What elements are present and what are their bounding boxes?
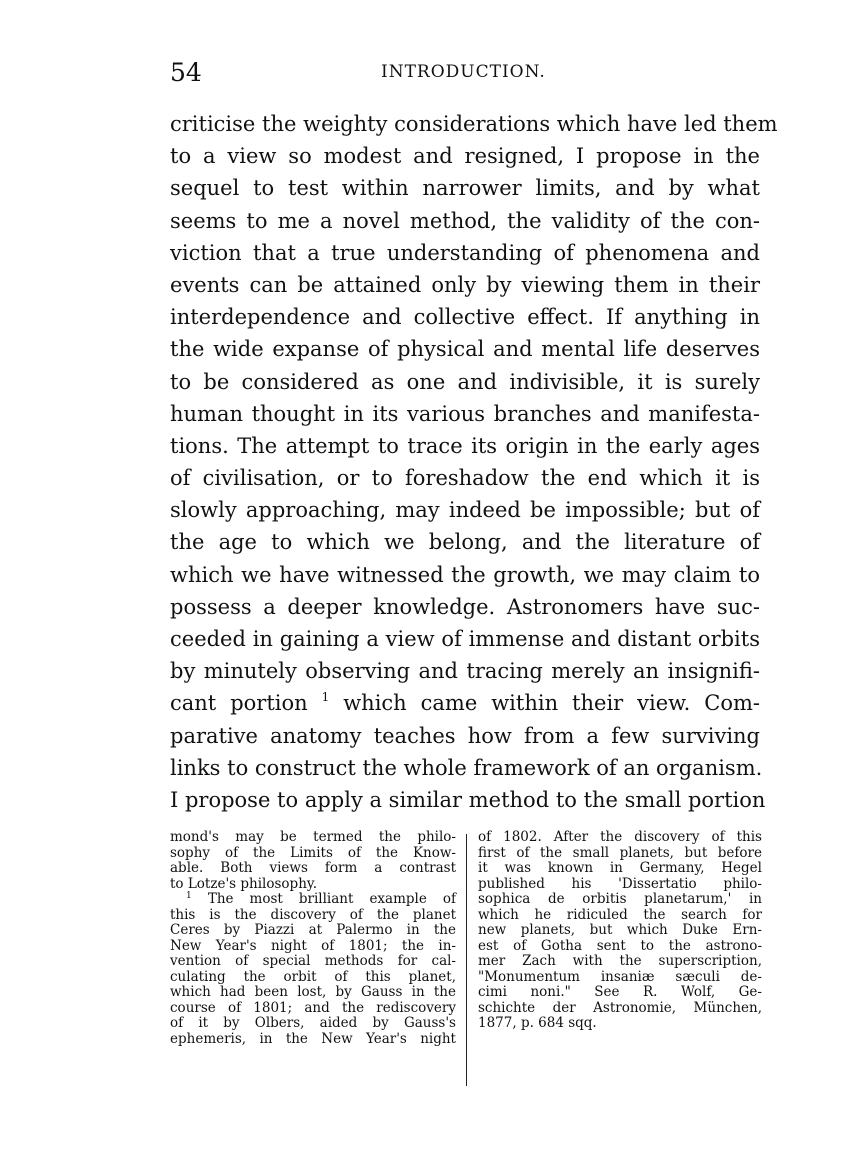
body-line: possess a deeper knowledge. Astronomers have suc- bbox=[170, 594, 760, 619]
footnote-line: Ceres by Piazzi at Palermo in the bbox=[170, 922, 456, 938]
footnote-line: published his 'Dissertatio philo- bbox=[478, 875, 762, 892]
footnote-marker: 1 bbox=[186, 891, 192, 901]
footnote-line: ephemeris, in the New Year's night bbox=[170, 1030, 456, 1047]
footnote-line: sophica de orbitis planetarum,' in bbox=[478, 891, 762, 907]
footnote-line: mer Zach with the superscription, bbox=[478, 953, 762, 969]
body-line: seems to me a novel method, the validity of the con- bbox=[170, 208, 760, 233]
footnote-line: able. Both views form a contrast bbox=[170, 860, 456, 876]
footnote-line: schichte der Astronomie, München, bbox=[478, 999, 762, 1016]
footnote-line: culating the orbit of this planet, bbox=[170, 968, 456, 985]
footnote-column-divider bbox=[466, 834, 467, 1086]
footnote-line: mond's may be termed the philo- bbox=[170, 829, 456, 845]
footnote-line: first of the small planets, but before bbox=[478, 844, 762, 861]
footnote-line: of 1802. After the discovery of this bbox=[478, 829, 762, 845]
body-line: of civilisation, or to foreshadow the end which it is bbox=[170, 466, 760, 491]
footnote-line: new planets, but which Duke Ern- bbox=[478, 922, 762, 938]
body-line: parative anatomy teaches how from a few surviving bbox=[170, 723, 760, 748]
body-line: links to construct the whole framework of an organism. bbox=[170, 755, 763, 780]
footnote-line: 1877, p. 684 sqq. bbox=[478, 1015, 597, 1031]
footnote-line: sophy of the Limits of the Know- bbox=[170, 844, 456, 861]
footnote-line-with-marker bbox=[170, 892, 456, 908]
body-line: the age to which we belong, and the literature of bbox=[170, 530, 760, 555]
footnotes-left-column bbox=[170, 830, 456, 1047]
footnote-line: it was known in Germany, Hegel bbox=[478, 860, 762, 876]
body-line: viction that a true understanding of phenomena and bbox=[170, 240, 760, 265]
body-line: slowly approaching, may indeed be impossible; but of bbox=[170, 498, 760, 523]
footnote-line: which he ridiculed the search for bbox=[478, 906, 762, 923]
body-line: events can be attained only by viewing them in their bbox=[170, 272, 760, 297]
footnote-line: New Year's night of 1801; the in- bbox=[170, 937, 456, 954]
page-number: 54 bbox=[170, 58, 202, 87]
footnote-line: which had been lost, by Gauss in the bbox=[170, 984, 456, 1000]
footnote-line: est of Gotha sent to the astrono- bbox=[478, 937, 762, 954]
body-line: to be considered as one and indivisible, it is surely bbox=[170, 369, 760, 394]
footnotes-right-column bbox=[478, 830, 762, 1032]
body-line-end: which came within their view. Com- bbox=[343, 691, 760, 716]
body-line: interdependence and collective effect. If anything in bbox=[170, 305, 760, 330]
footnote-line: of it by Olbers, aided by Gauss's bbox=[170, 1015, 456, 1031]
body-line: criticise the weighty considerations which have led them bbox=[170, 112, 778, 136]
footnote-line: "Monumentum insaniæ sæculi de- bbox=[478, 968, 762, 985]
running-head: INTRODUCTION. bbox=[381, 62, 546, 82]
footnote-line: vention of special methods for cal- bbox=[170, 953, 456, 969]
footnote-ref-marker: 1 bbox=[321, 690, 330, 705]
footnote-line-text: The most brilliant example of bbox=[207, 891, 457, 907]
footnote-line: to Lotze's philosophy. bbox=[170, 875, 318, 892]
body-line: by minutely observing and tracing merely an insignifi- bbox=[170, 659, 760, 684]
footnote-line: course of 1801; and the rediscovery bbox=[170, 999, 456, 1016]
body-line: the wide expanse of physical and mental life deserves bbox=[170, 337, 760, 362]
body-line: to a view so modest and resigned, I propose in the bbox=[170, 144, 760, 169]
body-line: I propose to apply a similar method to the small portion bbox=[170, 787, 766, 812]
body-line: which we have witnessed the growth, we may claim to bbox=[170, 562, 760, 587]
body-line: ceeded in gaining a view of immense and distant orbits bbox=[170, 627, 760, 651]
footnote-line: this is the discovery of the planet bbox=[170, 906, 456, 923]
body-line: human thought in its various branches and manifesta- bbox=[170, 401, 760, 426]
body-line-with-footnote-ref bbox=[170, 687, 760, 719]
body-line: sequel to test within narrower limits, and by what bbox=[170, 176, 760, 201]
body-line-start: cant portion bbox=[170, 691, 308, 716]
body-text bbox=[170, 108, 778, 816]
footnote-line: cimi noni." See R. Wolf, Ge- bbox=[478, 984, 762, 1000]
body-line: tions. The attempt to trace its origin in the early ages bbox=[170, 433, 760, 458]
